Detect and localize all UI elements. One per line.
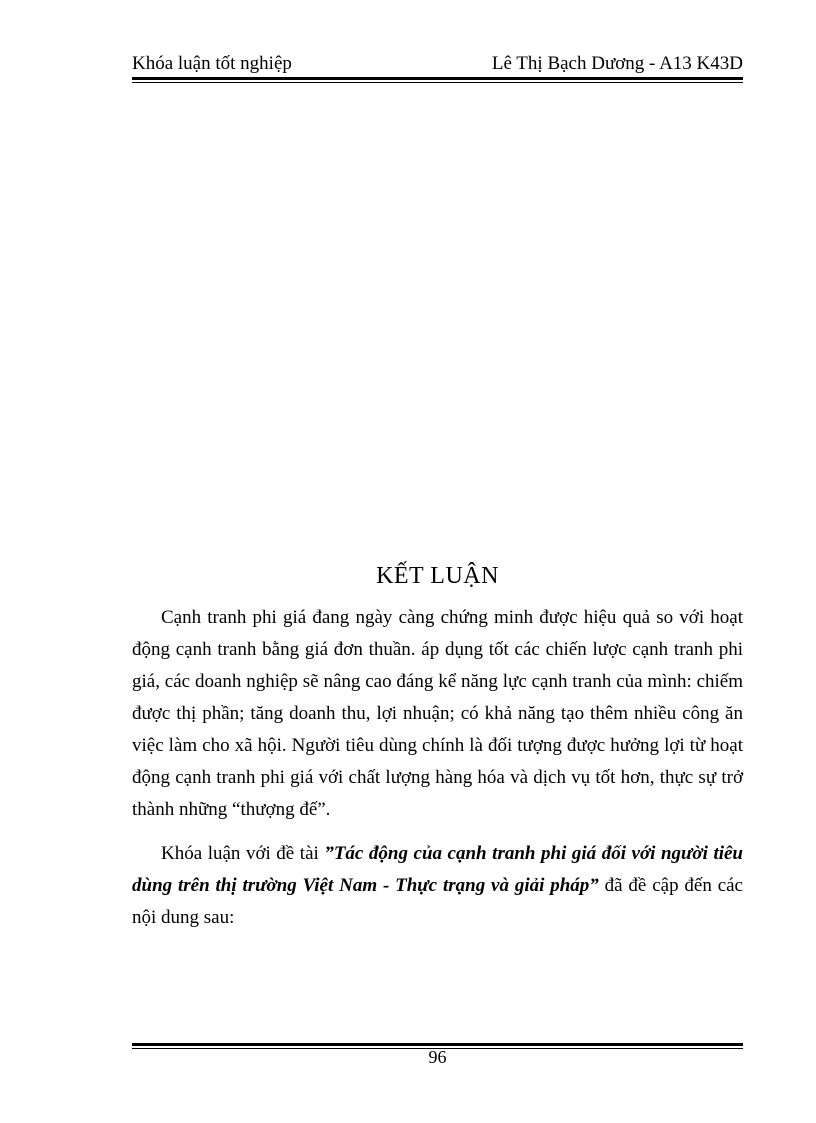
header-divider <box>132 77 743 80</box>
conclusion-paragraph-1: Cạnh tranh phi giá đang ngày càng chứng minh được hiệu quả so với hoạt động cạnh tranh bằng giá đơn thuần. áp dụng tốt các chiến lược cạnh tranh phi giá, các doanh nghiệp sẽ nâng cao đáng kể năng lực cạnh tranh của mình: chiếm được thị phần; tăng doanh thu, lợi nhuận; có khả năng tạo thêm nhiều công ăn việc làm cho xã hội. Người tiêu dùng chính là đối tượng được hưởng lợi từ hoạt động cạnh tranh phi giá với chất lượng hàng hóa và dịch vụ tốt hơn, thực sự trở thành những “thượng đế”. <box>132 607 743 820</box>
page-number: 96 <box>428 1047 447 1067</box>
header-author-class: Lê Thị Bạch Dương - A13 K43D <box>491 53 743 74</box>
conclusion-paragraph-2 <box>132 838 743 934</box>
thesis-topic-title: ”Tác động của cạnh tranh phi giá đối với người tiêu dùng trên thị trường Việt Nam - Thực trạng và giải pháp” <box>132 843 743 896</box>
paragraph-2-lead-text: Khóa luận với đề tài <box>161 843 325 864</box>
page-header <box>132 52 743 78</box>
section-title: KẾT LUẬN <box>376 563 499 589</box>
header-document-type: Khóa luận tốt nghiệp <box>132 53 292 74</box>
paragraph-2-tail-text: đã đề cập đến các nội dung sau: <box>132 875 743 928</box>
